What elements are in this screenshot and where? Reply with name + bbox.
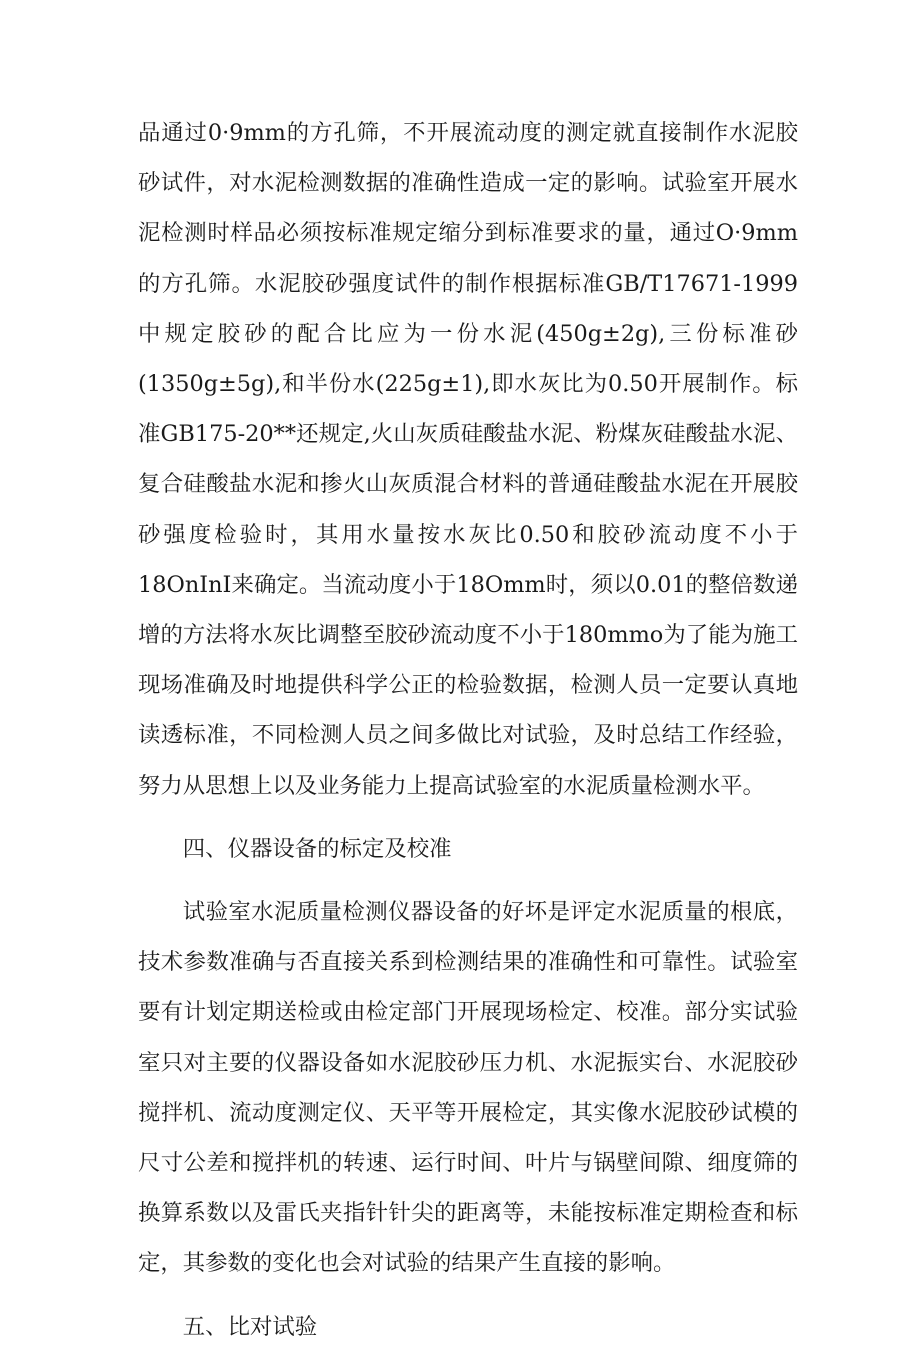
paragraph-spacer — [138, 1289, 798, 1302]
paragraph-spacer — [138, 811, 798, 824]
document-body — [138, 108, 798, 1352]
body-paragraph-calibration: 试验室水泥质量检测仪器设备的好坏是评定水泥质量的根底，技术参数准确与否直接关系到检测结果的准确性和可靠性。试验室要有计划定期送检或由检定部门开展现场检定、校准。部分实试验室只对主要的仪器设备如水泥胶砂压力机、水泥振实台、水泥胶砂搅拌机、流动度测定仪、天平等开展检定，其实像水泥胶砂试模的尺寸公差和搅拌机的转速、运行时间、叶片与锅壁间隙、细度筛的换算系数以及雷氏夹指针针尖的距离等，未能按标准定期检查和标定，其参数的变化也会对试验的结果产生直接的影响。 — [138, 899, 798, 1277]
body-paragraph-continued: 品通过0·9mm的方孔筛，不开展流动度的测定就直接制作水泥胶砂试件，对水泥检测数据的准确性造成一定的影响。试验室开展水泥检测时样品必须按标准规定缩分到标准要求的量，通过O·9mm的方孔筛。水泥胶砂强度试件的制作根据标准GB/T17671-1999中规定胶砂的配合比应为一份水泥(450g±2g),三份标准砂(1350g±5g),和半份水(225g±1),即水灰比为0.50开展制作。标准GB175-20**还规定,火山灰质硅酸盐水泥、粉煤灰硅酸盐水泥、复合硅酸盐水泥和掺火山灰质混合材料的普通硅酸盐水泥在开展胶砂强度检验时，其用水量按水灰比0.50和胶砂流动度不小于18OnInI来确定。当流动度小于18Omm时，须以0.01的整倍数递增的方法将水灰比调整至胶砂流动度不小于180mmo为了能为施工现场准确及时地提供科学公正的检验数据，检测人员一定要认真地读透标准，不同检测人员之间多做比对试验，及时总结工作经验，努力从思想上以及业务能力上提高试验室的水泥质量检测水平。 — [138, 120, 798, 799]
section-heading-4: 四、仪器设备的标定及校准 — [182, 835, 452, 862]
section-heading-5: 五、比对试验 — [182, 1313, 318, 1340]
paragraph-spacer — [138, 874, 798, 887]
